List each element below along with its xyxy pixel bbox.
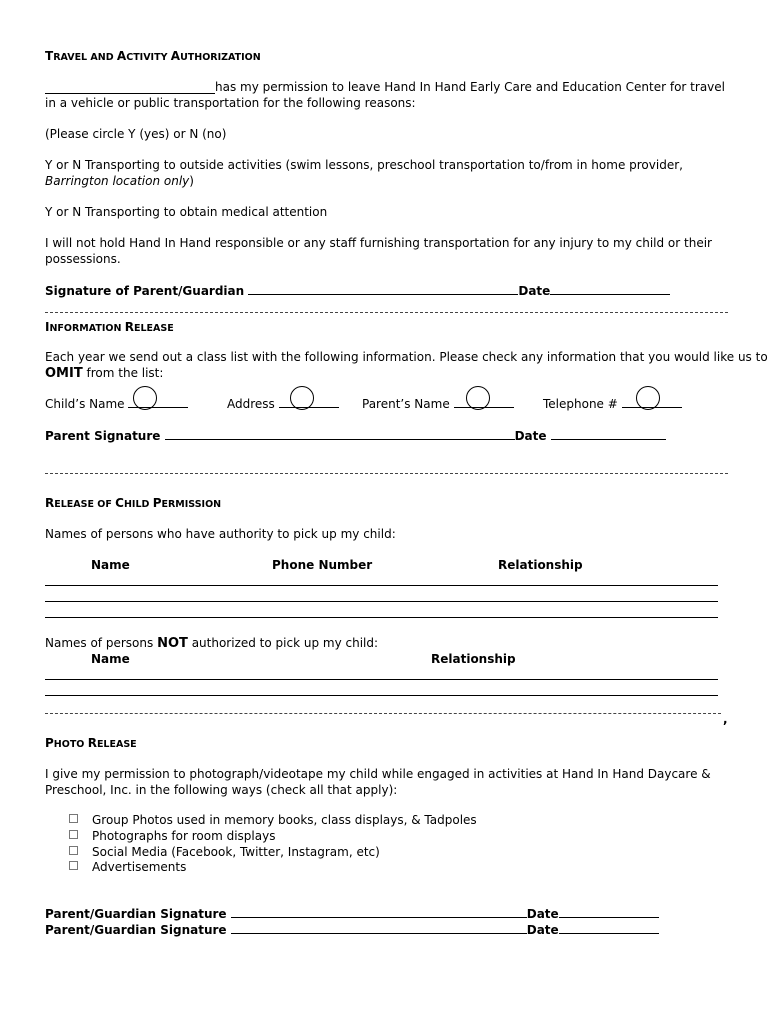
child-release-title: RELEASE OF CHILD PERMISSION [45, 496, 222, 510]
photo-option-advertisements[interactable]: Advertisements [69, 859, 186, 875]
omit-telephone-checkbox[interactable] [636, 386, 660, 410]
photo-release-title: PHOTO RELEASE [45, 736, 137, 750]
photo-option-room-displays[interactable]: Photographs for room displays [69, 828, 275, 844]
travel-signature-field[interactable] [248, 294, 518, 295]
col-relationship-header: Relationship [498, 558, 583, 572]
omit-option-child-name: Child’s Name [45, 396, 188, 412]
checkbox-icon[interactable] [69, 814, 78, 823]
col-phone-header: Phone Number [272, 558, 373, 572]
omit-option-address: Address [227, 396, 339, 412]
not-col-relationship-header: Relationship [431, 652, 516, 666]
photo-option-social-media[interactable]: Social Media (Facebook, Twitter, Instagram, etc) [69, 844, 380, 860]
travel-signature-row [45, 283, 670, 299]
authorized-person-line-2[interactable] [45, 601, 718, 602]
checkbox-icon[interactable] [69, 846, 78, 855]
checkbox-icon[interactable] [69, 830, 78, 839]
travel-item-medical: Y or N Transporting to obtain medical attention [45, 205, 328, 219]
col-name-header: Name [91, 558, 130, 572]
travel-permission-paragraph: has my permission to leave Hand In Hand Early Care and Education Center for travel in a vehicle or public transportation for the following reasons: [45, 80, 725, 110]
section-divider [45, 312, 728, 313]
photo-signature-label-2: Parent/Guardian Signature [45, 923, 227, 937]
not-authorized-text: Names of persons NOT authorized to pick up my child: [45, 636, 379, 651]
circle-instruction: (Please circle Y (yes) or N (no) [45, 127, 227, 141]
photo-signature-field-1[interactable] [231, 917, 527, 918]
info-signature-row [45, 428, 666, 444]
travel-date-field[interactable] [550, 294, 670, 295]
liability-paragraph: I will not hold Hand In Hand responsible or any staff furnishing transportation for any injury to my child or their possessions. [45, 236, 712, 266]
not-col-name-header: Name [91, 652, 130, 666]
info-date-label: Date [514, 429, 547, 443]
photo-signature-field-2[interactable] [231, 933, 527, 934]
not-authorized-line-1[interactable] [45, 679, 718, 680]
photo-date-field-1[interactable] [559, 917, 659, 918]
travel-item-outside-activities: Y or N Transporting to outside activities (swim lessons, preschool transportation to/from in home provider, Barrington location only) [45, 158, 683, 188]
photo-date-label-2: Date [526, 923, 559, 937]
photo-date-field-2[interactable] [559, 933, 659, 934]
photo-date-label-1: Date [526, 907, 559, 921]
omit-parent-name-checkbox[interactable] [466, 386, 490, 410]
section-divider [45, 473, 728, 474]
travel-date-label: Date [518, 284, 551, 298]
photo-signature-label-1: Parent/Guardian Signature [45, 907, 227, 921]
divider-end-mark: , [723, 712, 728, 726]
info-release-intro: Each year we send out a class list with the following information. Please check any information that you would like us to [45, 350, 768, 364]
child-name-blank[interactable] [45, 79, 215, 94]
omit-option-telephone: Telephone # [543, 396, 682, 412]
photo-permission-paragraph: I give my permission to photograph/videotape my child while engaged in activities at Hand In Hand Daycare & Preschool, Inc. in the following ways (check all that apply): [45, 767, 711, 797]
not-authorized-line-2[interactable] [45, 695, 718, 696]
travel-section-title: TRAVEL AND ACTIVITY AUTHORIZATION [45, 49, 261, 63]
photo-signature-row-2 [45, 922, 659, 938]
info-release-omit: OMIT from the list: [45, 366, 164, 381]
section-divider [45, 713, 721, 714]
authorized-person-line-3[interactable] [45, 617, 718, 618]
travel-signature-label: Signature of Parent/Guardian [45, 284, 245, 298]
checkbox-icon[interactable] [69, 861, 78, 870]
omit-option-parent-name: Parent’s Name [362, 396, 514, 412]
info-signature-label: Parent Signature [45, 429, 161, 443]
info-release-title: INFORMATION RELEASE [45, 320, 174, 334]
photo-option-group-photos[interactable]: Group Photos used in memory books, class displays, & Tadpoles [69, 812, 477, 828]
omit-child-name-checkbox[interactable] [133, 386, 157, 410]
photo-signature-row-1 [45, 906, 659, 922]
info-date-field[interactable] [551, 439, 666, 440]
omit-address-checkbox[interactable] [290, 386, 314, 410]
authorized-persons-text: Names of persons who have authority to pick up my child: [45, 527, 396, 541]
authorized-person-line-1[interactable] [45, 585, 718, 586]
info-signature-field[interactable] [165, 439, 515, 440]
